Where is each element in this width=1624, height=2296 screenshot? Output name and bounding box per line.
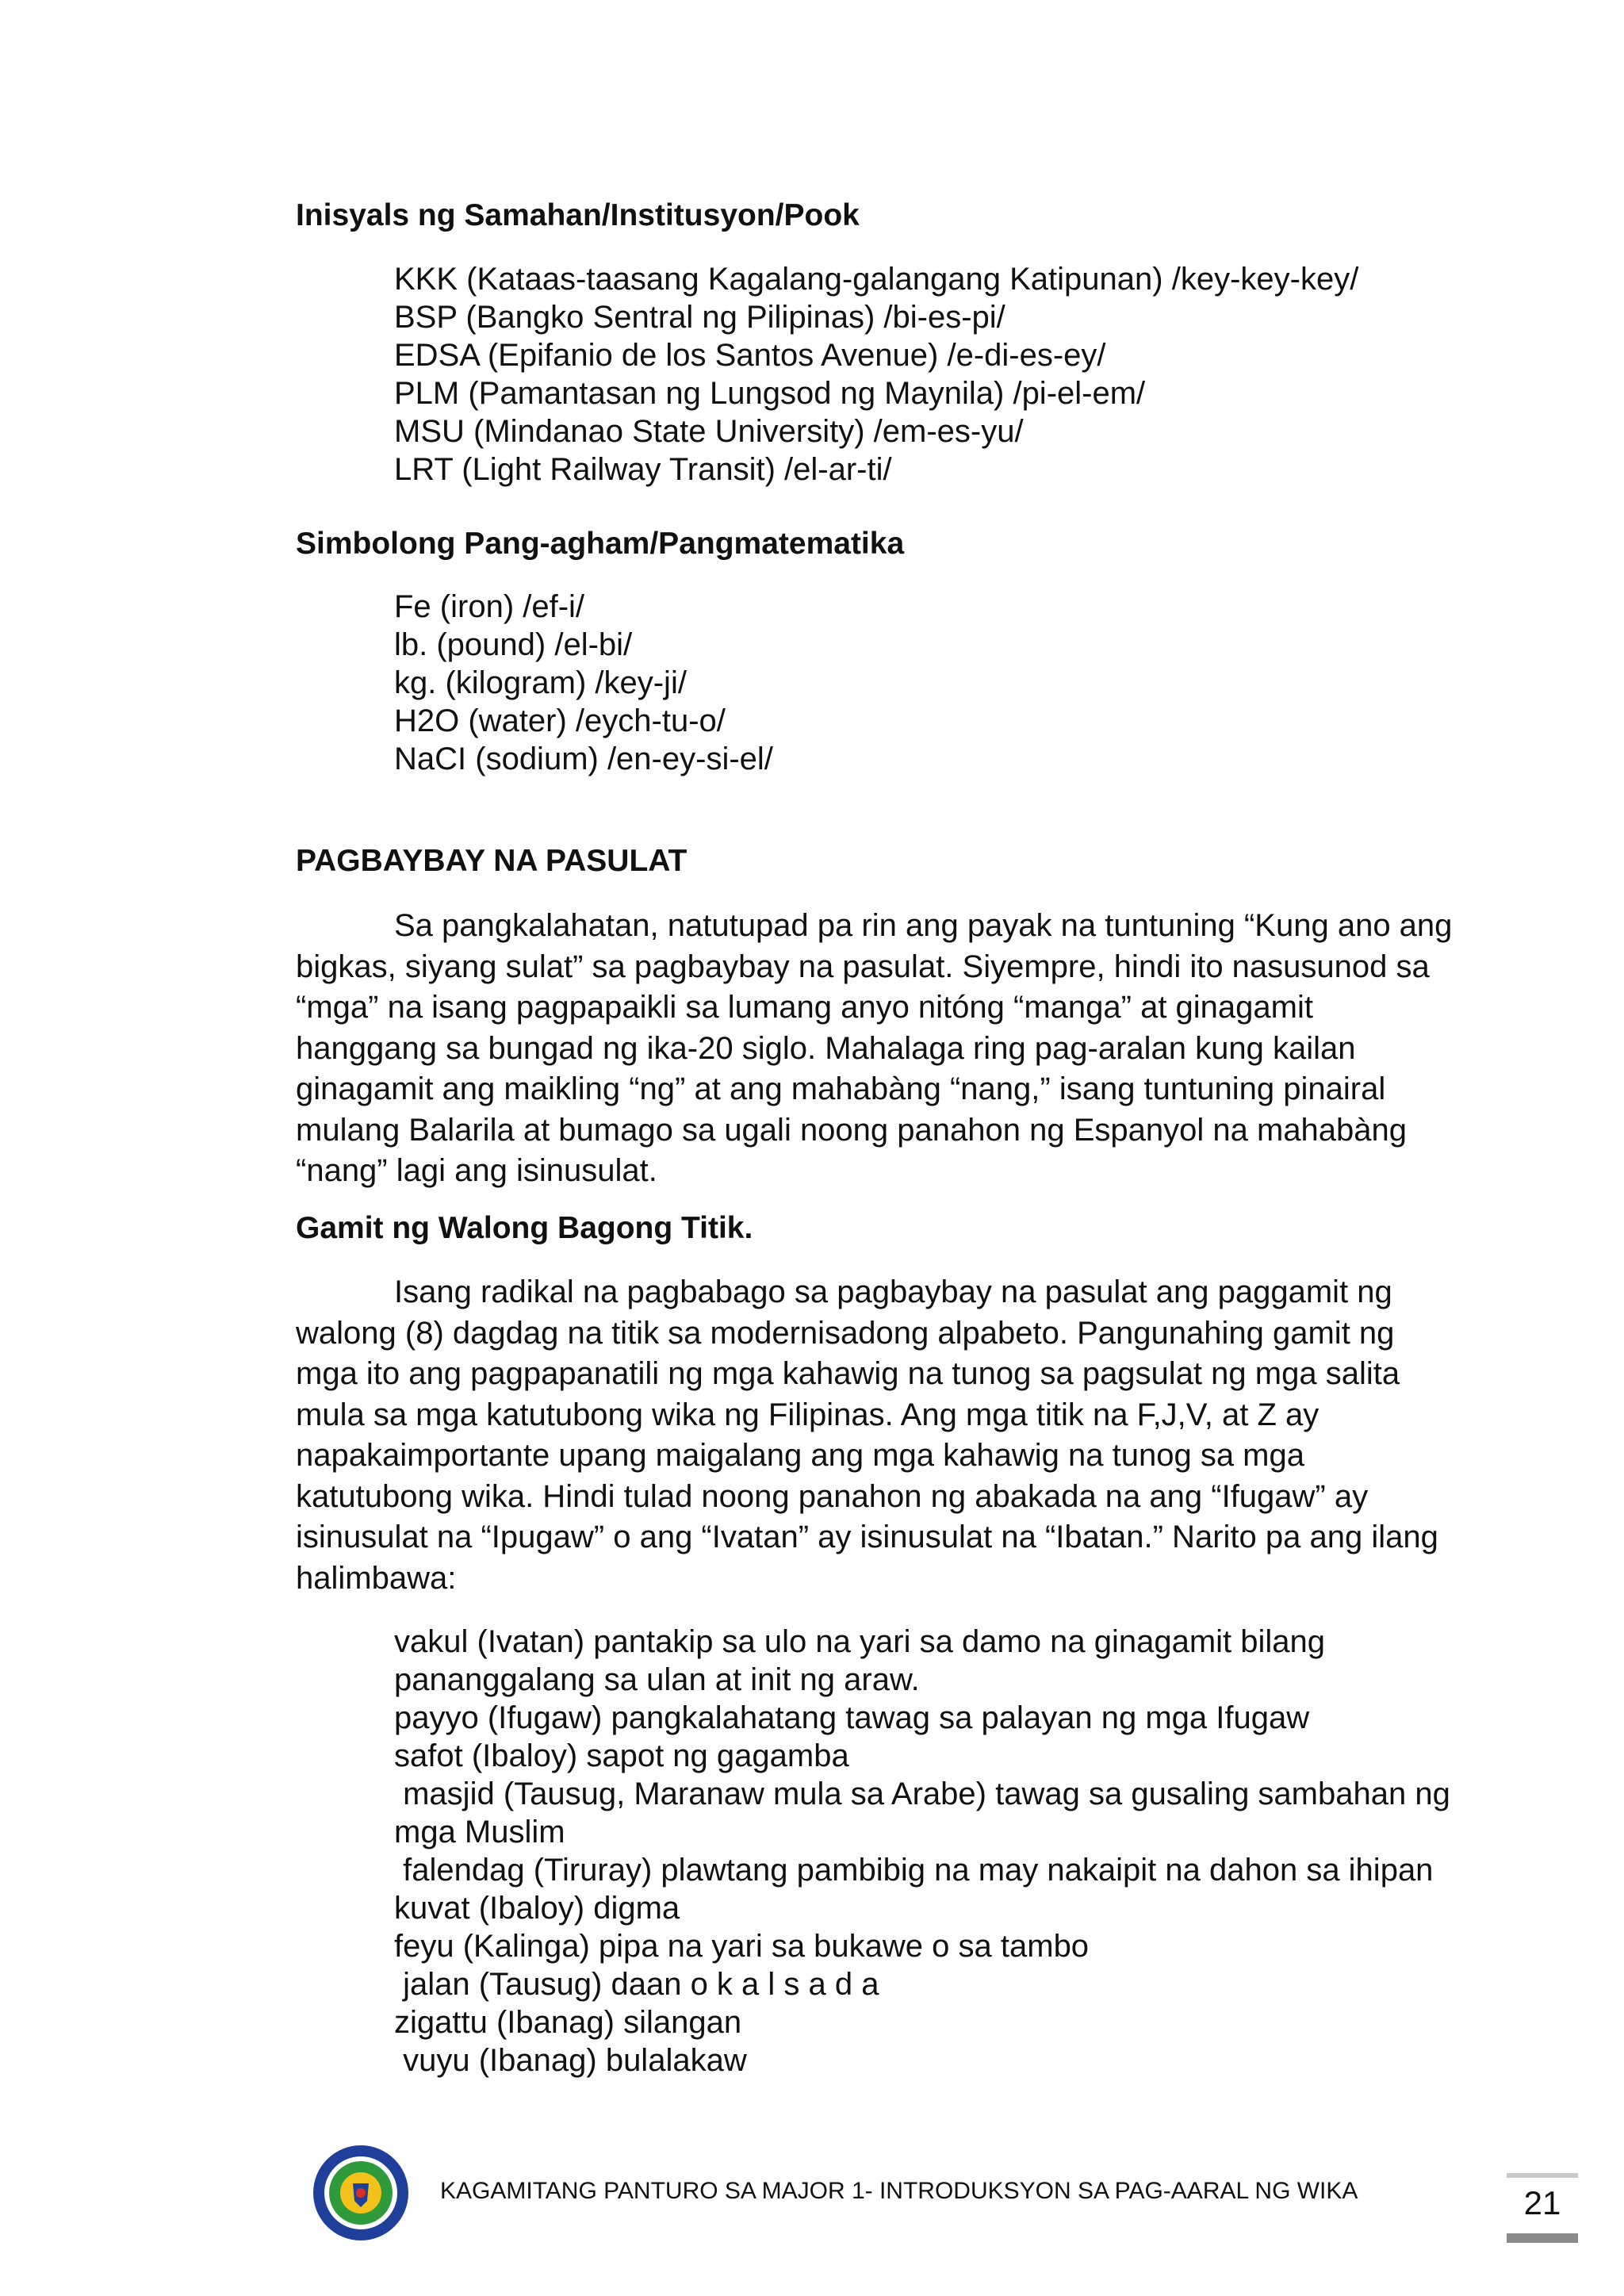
paragraph-line: mga ito ang pagpapanatili ng mga kahawig na tunog sa pagsulat ng mga salita: [296, 1356, 1400, 1391]
example-item: pananggalang sa ulan at init ng araw.: [394, 1662, 920, 1697]
example-item: feyu (Kalinga) pipa na yari sa bukawe o sa tambo: [394, 1929, 1090, 1964]
paragraph-line: ginagamit ang maikling “ng” at ang mahabàng “nang,” isang tuntuning pinairal: [296, 1071, 1386, 1106]
paragraph-line: walong (8) dagdag na titik sa modernisadong alpabeto. Pangunahing gamit ng: [296, 1315, 1395, 1351]
example-item: payyo (Ifugaw) pangkalahatang tawag sa palayan ng mga Ifugaw: [394, 1700, 1310, 1735]
heading-symbols: Simbolong Pang-agham/Pangmatematika: [296, 527, 905, 561]
example-item: vakul (Ivatan) pantakip sa ulo na yari sa damo na ginagamit bilang: [394, 1624, 1326, 1659]
example-item: safot (Ibaloy) sapot ng gagamba: [394, 1738, 849, 1773]
list-item: NaCI (sodium) /en-ey-si-el/: [394, 742, 773, 776]
footer-title: KAGAMITANG PANTURO SA MAJOR 1- INTRODUKSYON SA PAG-AARAL NG WIKA: [440, 2178, 1358, 2204]
paragraph-line: mula sa mga katutubong wika ng Filipinas. Ang mga titik na F,J,V, at Z ay: [296, 1397, 1320, 1432]
initials-list: [394, 260, 1358, 489]
paragraph-line: “mga” na isang pagpapaikli sa lumang anyo nitóng “manga” at ginagamit: [296, 990, 1313, 1025]
list-item: lb. (pound) /el-bi/: [394, 627, 633, 662]
list-item: H2O (water) /eych-tu-o/: [394, 703, 726, 738]
list-item: LRT (Light Railway Transit) /el-ar-ti/: [394, 452, 892, 487]
seal-dot: [356, 2188, 366, 2198]
paragraph-line: napakaimportante upang maigalang ang mga kahawig na tunog sa mga: [296, 1438, 1304, 1473]
paragraph-line: “nang” lagi ang isinusulat.: [296, 1153, 657, 1188]
heading-pagbaybay: PAGBAYBAY NA PASULAT: [296, 844, 688, 878]
paragraph-line: isinusulat na “Ipugaw” o ang “Ivatan” ay isinusulat na “Ibatan.” Narito pa ang ilang: [296, 1520, 1438, 1554]
list-item: MSU (Mindanao State University) /em-es-yu/: [394, 414, 1024, 449]
paragraph-line: Isang radikal na pagbabago sa pagbaybay na pasulat ang paggamit ng: [394, 1274, 1392, 1309]
page-number-top-rule: [1507, 2173, 1578, 2178]
heading-initials: Inisyals ng Samahan/Institusyon/Pook: [296, 198, 860, 232]
list-item: KKK (Kataas-taasang Kagalang-galangang Katipunan) /key-key-key/: [394, 262, 1359, 297]
paragraph-line: hanggang sa bungad ng ika-20 siglo. Mahalaga ring pag-aralan kung kailan: [296, 1030, 1356, 1066]
paragraph-pagbaybay: [296, 906, 1493, 1192]
college-seal-icon: [312, 2144, 410, 2242]
list-item: EDSA (Epifanio de los Santos Avenue) /e-di-es-ey/: [394, 338, 1106, 373]
list-item: BSP (Bangko Sentral ng Pilipinas) /bi-es-pi/: [394, 300, 1005, 335]
symbols-list: [394, 588, 773, 778]
list-item: kg. (kilogram) /key-ji/: [394, 665, 687, 700]
paragraph-line: Sa pangkalahatan, natutupad pa rin ang payak na tuntuning “Kung ano ang: [394, 908, 1453, 943]
page-number: 21: [1523, 2184, 1561, 2221]
example-item: mga Muslim: [394, 1815, 565, 1849]
paragraph-line: mulang Balarila at bumago sa ugali noong panahon ng Espanyol na mahabàng: [296, 1112, 1408, 1148]
paragraph-line: halimbawa:: [296, 1560, 457, 1596]
example-item: vuyu (Ibanag) bulalakaw: [394, 2043, 747, 2078]
example-item: masjid (Tausug, Maranaw mula sa Arabe) tawag sa gusaling sambahan ng: [394, 1777, 1450, 1811]
page-number-bottom-rule: [1507, 2233, 1578, 2243]
example-item: zigattu (Ibanag) silangan: [394, 2005, 742, 2040]
example-item: jalan (Tausug) daan o k a l s a d a: [394, 1967, 879, 2002]
example-item: falendag (Tiruray) plawtang pambibig na may nakaipit na dahon sa ihipan: [394, 1853, 1434, 1888]
heading-walong-titik: Gamit ng Walong Bagong Titik.: [296, 1211, 753, 1245]
example-item: kuvat (Ibaloy) digma: [394, 1891, 680, 1926]
page-number-box: [1507, 2173, 1578, 2237]
paragraph-walong-titik: [296, 1272, 1493, 1599]
list-item: Fe (iron) /ef-i/: [394, 589, 585, 624]
list-item: PLM (Pamantasan ng Lungsod ng Maynila) /pi-el-em/: [394, 376, 1146, 411]
examples-list: [394, 1623, 1450, 2079]
paragraph-line: bigkas, siyang sulat” sa pagbaybay na pasulat. Siyempre, hindi ito nasusunod sa: [296, 949, 1430, 984]
paragraph-line: katutubong wika. Hindi tulad noong panahon ng abakada na ang “Ifugaw” ay: [296, 1478, 1369, 1514]
